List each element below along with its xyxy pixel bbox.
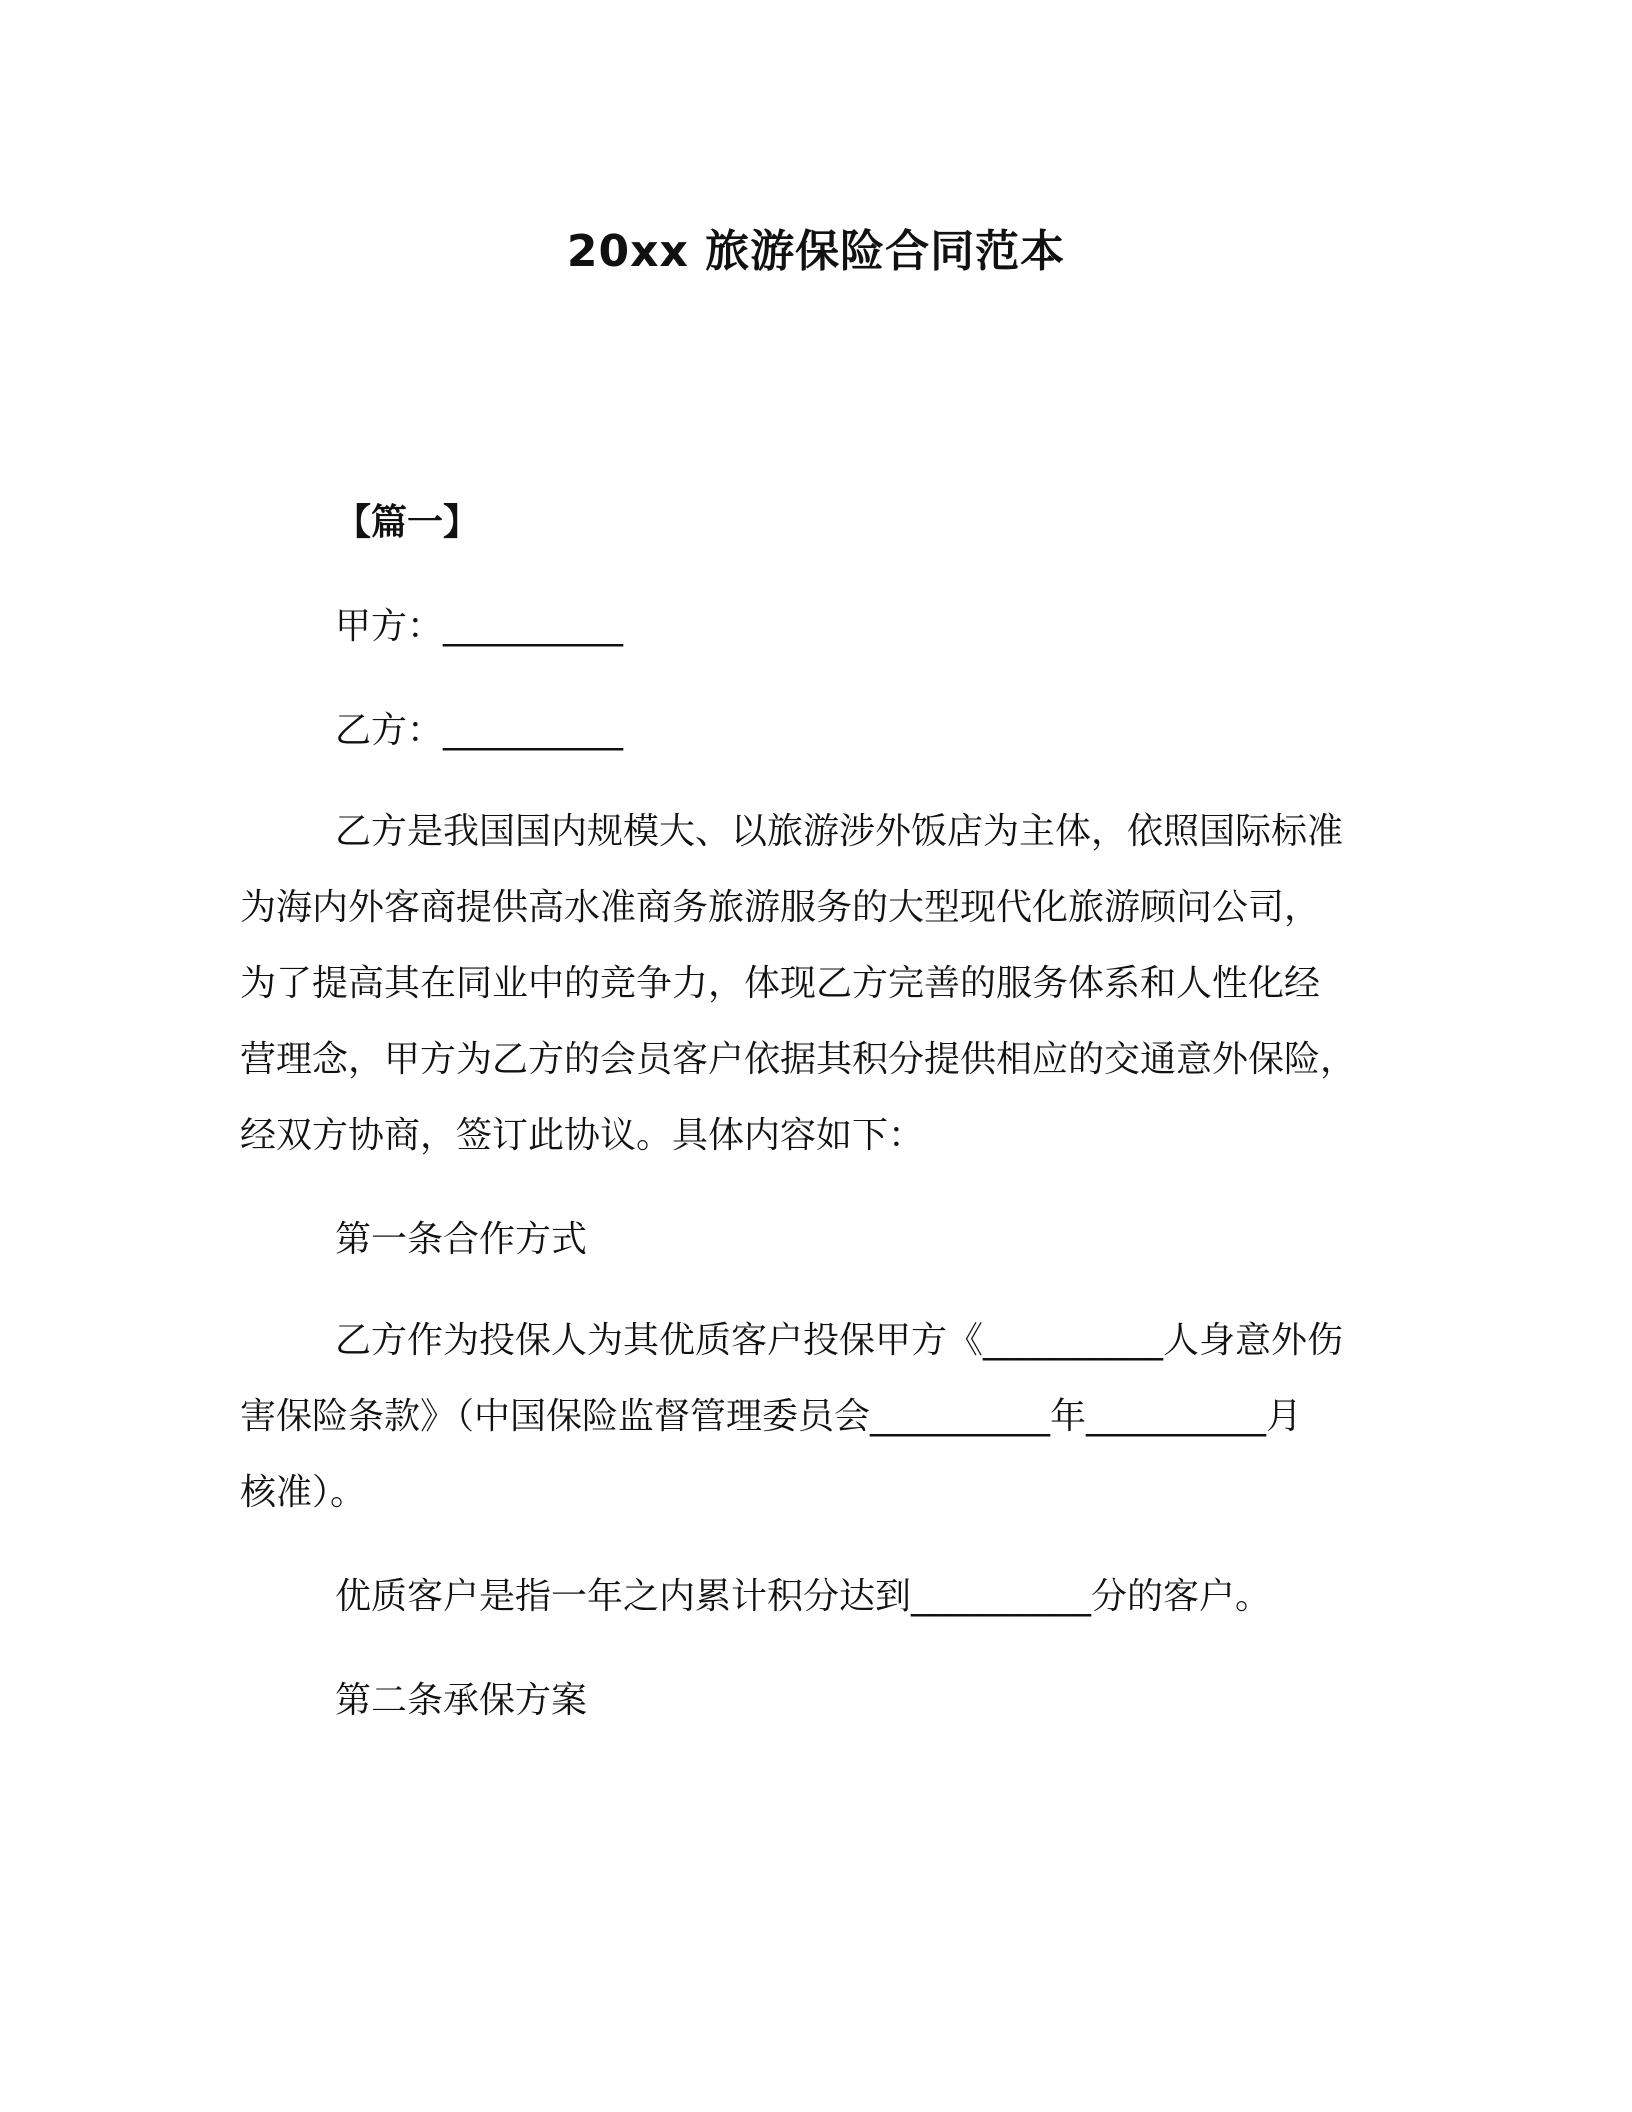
intro-line-1: 乙方是我国国内规模大、以旅游涉外饭店为主体，依照国际标准: [335, 811, 1344, 852]
article-1-line-1: 乙方作为投保人为其优质客户投保甲方《__________人身意外伤: [335, 1320, 1344, 1361]
party-b-line: 乙方：__________: [335, 710, 624, 751]
intro-line-3: 为了提高其在同业中的竞争力，体现乙方完善的服务体系和人性化经: [240, 963, 1321, 1004]
article-1-line-2: 害保险条款》（中国保险监督管理委员会__________年__________月: [240, 1396, 1303, 1437]
quality-customer-line: 优质客户是指一年之内累计积分达到__________分的客户。: [335, 1576, 1272, 1617]
party-a-line: 甲方：__________: [335, 606, 624, 647]
intro-line-5: 经双方协商，签订此协议。具体内容如下：: [240, 1115, 925, 1156]
section-label: 【篇一】: [335, 502, 480, 543]
article-2-heading: 第二条承保方案: [335, 1680, 588, 1721]
article-1-heading: 第一条合作方式: [335, 1219, 588, 1260]
intro-line-2: 为海内外客商提供高水准商务旅游服务的大型现代化旅游顾问公司，: [240, 887, 1321, 928]
article-1-line-3: 核准）。: [240, 1472, 367, 1513]
document-title: 20xx 旅游保险合同范本: [566, 226, 1066, 277]
intro-line-4: 营理念，甲方为乙方的会员客户依据其积分提供相应的交通意外保险，: [240, 1039, 1357, 1080]
